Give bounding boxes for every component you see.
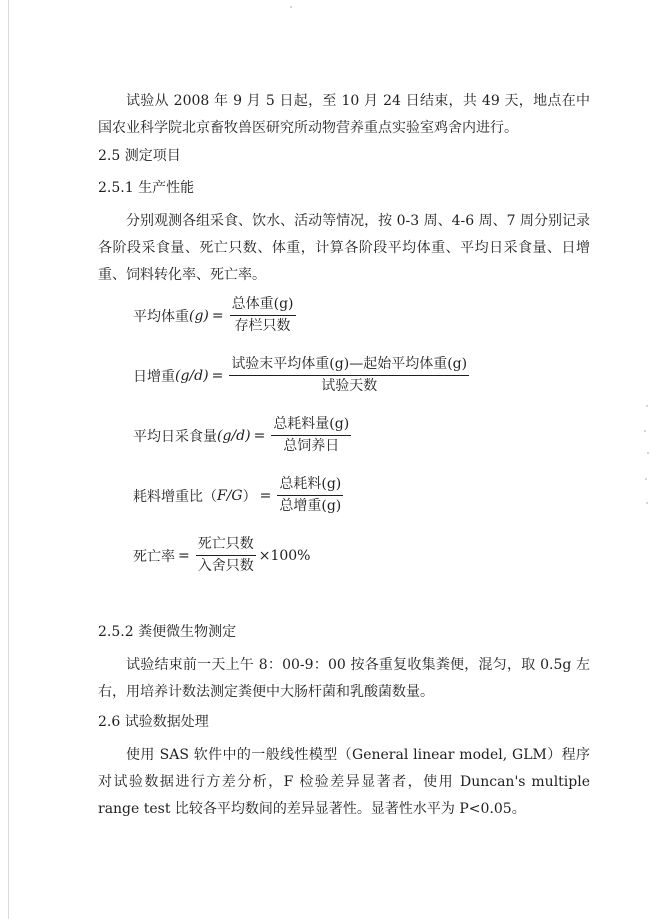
heading-2-5: 2.5 测定项目 — [98, 148, 181, 164]
equals-sign: = — [211, 367, 224, 384]
scan-speck — [646, 405, 648, 407]
scan-speck — [646, 502, 648, 504]
heading-2-6: 2.6 试验数据处理 — [98, 714, 209, 730]
formula-daily-gain — [133, 356, 472, 395]
scan-speck — [645, 478, 647, 480]
formula-unit: (g) — [189, 307, 209, 324]
heading-2-5-1: 2.5.1 生产性能 — [98, 180, 195, 196]
formula-unit: F/G — [217, 487, 243, 504]
numerator: 总体重(g) — [230, 296, 296, 316]
fraction — [196, 536, 256, 575]
numerator: 试验末平均体重(g)—起始平均体重(g) — [229, 356, 469, 376]
paragraph-microbe: 试验结束前一天上午 8：00-9：00 按各重复收集粪便，混匀，取 0.5g 左右，用培养计数法测定粪便中大肠杆菌和乳酸菌数量。 — [98, 657, 590, 700]
scan-speck — [644, 430, 646, 432]
scan-edge-line — [8, 0, 9, 919]
fraction — [277, 476, 343, 515]
formula-lhs: 耗料增重比（ — [133, 488, 217, 505]
denominator: 存栏只数 — [234, 318, 291, 334]
scan-speck — [647, 452, 649, 454]
formula-unit: (g/d) — [175, 367, 209, 384]
numerator: 死亡只数 — [196, 536, 256, 556]
heading-2-5-2: 2.5.2 粪便微生物测定 — [98, 624, 237, 640]
fraction — [271, 416, 351, 455]
formula-average-weight — [133, 296, 299, 335]
formula-rhs-paren: ） — [242, 488, 257, 505]
formula-feed-conversion-ratio — [133, 476, 346, 515]
numerator: 总耗料量(g) — [271, 416, 351, 436]
formula-lhs: 平均体重 — [133, 308, 189, 325]
denominator: 总增重(g) — [279, 498, 342, 514]
paragraph-intro: 试验从 2008 年 9 月 5 日起，至 10 月 24 日结束，共 49 天，地点在中国农业科学院北京畜牧兽医研究所动物营养重点实验室鸡舍内进行。 — [98, 93, 590, 136]
paragraph-data-processing: 使用 SAS 软件中的一般线性模型（General linear model, GLM）程序对试验数据进行方差分析，F 检验差异显著者，使用 Duncan's multiple range test 比较各平均数间的差异显著性。显著性水平为 P<0.05。 — [98, 747, 590, 817]
equals-sign: = — [259, 487, 272, 504]
formula-mortality — [133, 536, 311, 575]
denominator: 入舍只数 — [197, 558, 254, 574]
denominator: 总饲养日 — [283, 438, 340, 454]
formula-lhs: 死亡率 — [133, 548, 175, 565]
equals-sign: = — [211, 307, 224, 324]
numerator: 总耗料(g) — [277, 476, 343, 496]
denominator: 试验天数 — [321, 378, 378, 394]
formula-lhs: 平均日采食量 — [133, 428, 217, 445]
paragraph-production-performance: 分别观测各组采食、饮水、活动等情况，按 0-3 周、4-6 周、7 周分别记录各阶段采食量、死亡只数、体重，计算各阶段平均体重、平均日采食量、日增重、饲料转化率、死亡率。 — [98, 213, 590, 283]
formula-lhs: 日增重 — [133, 368, 175, 385]
equals-sign: = — [253, 427, 266, 444]
fraction — [229, 356, 469, 395]
fraction — [230, 296, 296, 335]
equals-sign: = — [178, 547, 190, 564]
formula-factor: ×100% — [258, 547, 311, 564]
formula-daily-feed-intake — [133, 416, 354, 455]
formula-unit: (g/d) — [217, 427, 251, 444]
scan-speck — [290, 6, 292, 8]
